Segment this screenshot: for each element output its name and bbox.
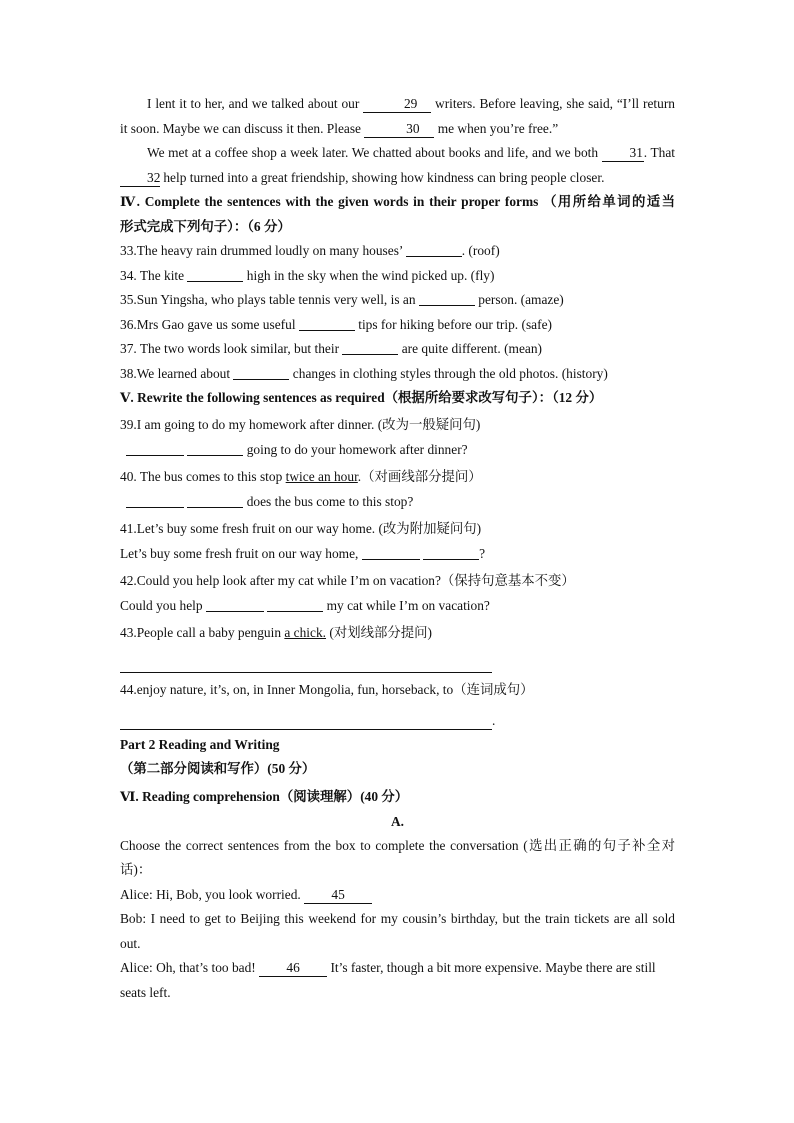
question-39: 39.I am going to do my homework after dinner. (改为一般疑问句) bbox=[120, 416, 481, 432]
answer-blank[interactable] bbox=[267, 597, 323, 612]
blank-32[interactable]: 32 bbox=[120, 170, 160, 187]
section-6-heading: Ⅵ. Reading comprehension（阅读理解）(40 分） bbox=[120, 788, 409, 804]
subsection-a-title: A. bbox=[390, 813, 405, 829]
answer-blank[interactable] bbox=[126, 493, 184, 508]
answer-blank[interactable] bbox=[187, 267, 243, 282]
question-41: 41.Let’s buy some fresh fruit on our way home. (改为附加疑问句) bbox=[120, 520, 482, 536]
underlined-phrase: a chick. bbox=[284, 624, 327, 640]
section-4-heading-cont: 形式完成下列句子）：（6 分） bbox=[120, 218, 291, 234]
answer-blank[interactable] bbox=[406, 242, 462, 257]
question-38: 38.We learned about changes in clothing styles through the old photos. (history) bbox=[120, 365, 608, 381]
blank-46[interactable]: 46 bbox=[259, 960, 327, 977]
blank-45[interactable]: 45 bbox=[304, 887, 372, 904]
blank-31[interactable]: 31 bbox=[602, 145, 644, 162]
answer-blank[interactable] bbox=[187, 441, 243, 456]
dialogue-line: seats left. bbox=[120, 984, 171, 1000]
question-44-answer-line[interactable] bbox=[120, 703, 492, 730]
question-43-answer-line[interactable] bbox=[120, 646, 492, 673]
answer-blank[interactable] bbox=[299, 316, 355, 331]
question-40-answer: does the bus come to this stop? bbox=[120, 490, 675, 515]
question-44: 44.enjoy nature, it’s, on, in Inner Mongolia, fun, horseback, to（连词成句） bbox=[120, 681, 534, 697]
dialogue-line: Bob: I need to get to Beijing this weekend for my cousin’s birthday, but the train tickets are all sold bbox=[120, 911, 675, 926]
question-34: 34. The kite high in the sky when the wind picked up. (fly) bbox=[120, 267, 495, 283]
question-42-answer: Could you help my cat while I’m on vacation? bbox=[120, 597, 490, 613]
dialogue-line: Alice: Hi, Bob, you look worried. 45 bbox=[120, 883, 675, 908]
underlined-phrase: twice an hour bbox=[285, 468, 358, 484]
section-5-heading: Ⅴ. Rewrite the following sentences as required（根据所给要求改写句子）：（12 分） bbox=[120, 390, 603, 405]
answer-blank[interactable] bbox=[187, 493, 243, 508]
passage-paragraph-2: We met at a coffee shop a week later. We chatted about books and life, and we both 31. That 32 help turned into a great friendship, showing how kindness can bring people closer. bbox=[120, 141, 675, 190]
question-42: 42.Could you help look after my cat while I’m on vacation?（保持句意基本不变） bbox=[120, 572, 575, 588]
question-36: 36.Mrs Gao gave us some useful tips for hiking before our trip. (safe) bbox=[120, 316, 552, 332]
dialogue-line: out. bbox=[120, 935, 141, 951]
question-37: 37. The two words look similar, but their are quite different. (mean) bbox=[120, 341, 543, 356]
blank-30[interactable]: 30 bbox=[364, 121, 434, 138]
question-39-answer: going to do your homework after dinner? bbox=[120, 438, 675, 463]
question-40: 40. The bus comes to this stop twice an hour.（对画线部分提问） bbox=[120, 468, 482, 484]
answer-blank[interactable] bbox=[233, 365, 289, 380]
dialogue-line: Alice: Oh, that’s too bad! 46 It’s faster, though a bit more expensive. Maybe there are still bbox=[120, 960, 656, 975]
passage-paragraph-1: I lent it to her, and we talked about our 29 writers. Before leaving, she said, “I’ll return it soon. Maybe we can discuss it then. Please 30 me when you’re free.” bbox=[120, 96, 676, 136]
answer-blank[interactable] bbox=[342, 340, 398, 355]
question-43: 43.People call a baby penguin a chick. (对划线部分提问) bbox=[120, 624, 433, 640]
answer-blank[interactable] bbox=[206, 597, 264, 612]
answer-blank[interactable] bbox=[423, 545, 479, 560]
instruction-line-1: Choose the correct sentences from the box to complete the conversation (选出正确的句子补全对 bbox=[120, 837, 675, 853]
blank-29[interactable]: 29 bbox=[363, 96, 431, 113]
exam-page: I lent it to her, and we talked about our 29 writers. Before leaving, she said, “I’ll return it soon. Maybe we can discuss it then. Please 30 me when you’re free.” We met at a coffee shop a week later. We chatted about books and life, and we both 31. That 32 help turned into a great friendship, showing how kindness can bring people closer. Ⅳ. Complete the sentences with the given words in their proper forms （用所给单词的适当 形式完成下列句子）：（6 分） 33.The heavy rain drummed loudly on many houses’ . (roof) 34. The kite high in the sky when the wind picked up. (fly) 35.Sun Yingsha, who plays table tennis very well, is an person. (amaze) 36.Mrs Gao gave us some useful tips for hiking before our trip. (safe) 37. The two words look similar, but their are quite different. (mean) 38.We learned about changes in clothing styles through the old photos. (history) Ⅴ. Rewrite the following sentences as required（根据所给要求改写句子）：（12 分） 39.I am going to do my homework after dinner. (改为一般疑问句) going to do your homework after dinner? 40. The bus comes to this stop twice an hour.（对画线部分提问） does the bus come to this stop? 41.Let’s buy some fresh fruit on our way home. (改为附加疑问句) Let’s buy some fresh fruit on our way home, ? 42.Could you help look after my cat while I’m on vacation?（保持句意基本不变） Could you help my cat while I’m on vacation? 43.People call a baby penguin a chick. (对划线部分提问) 44.enjoy nature, it’s, on, in Inner Mongolia, fun, horseback, to（连词成句） . Part 2 Reading and Writing （第二部分阅读和写作）(50 分） Ⅵ. Reading comprehension（阅读理解）(40 分） A. Choose the correct sentences from the box to complete the conversation (选出正确的句子补全对 话)： Alice: Hi, Bob, you look worried. 45 Bob: I need to get to Beijing this weekend for my cousin’s birthday, but the train tickets are all sold out. Alice: Oh, that’s too bad! 46 It’s faster, though a bit more expensive. Maybe there are still seats left. bbox=[120, 92, 675, 1005]
question-35: 35.Sun Yingsha, who plays table tennis very well, is an person. (amaze) bbox=[120, 292, 564, 307]
question-41-answer: Let’s buy some fresh fruit on our way home, ? bbox=[120, 545, 486, 561]
part-2-subtitle: （第二部分阅读和写作）(50 分） bbox=[120, 761, 316, 776]
answer-blank[interactable] bbox=[362, 545, 420, 560]
question-33: 33.The heavy rain drummed loudly on many houses’ . (roof) bbox=[120, 243, 500, 258]
answer-blank[interactable] bbox=[126, 441, 184, 456]
part-2-title: Part 2 Reading and Writing bbox=[120, 736, 280, 752]
answer-blank[interactable] bbox=[419, 291, 475, 306]
section-4-heading: Ⅳ. Complete the sentences with the given words in their proper forms （用所给单词的适当 bbox=[120, 194, 675, 209]
instruction-line-2: 话)： bbox=[120, 862, 152, 877]
